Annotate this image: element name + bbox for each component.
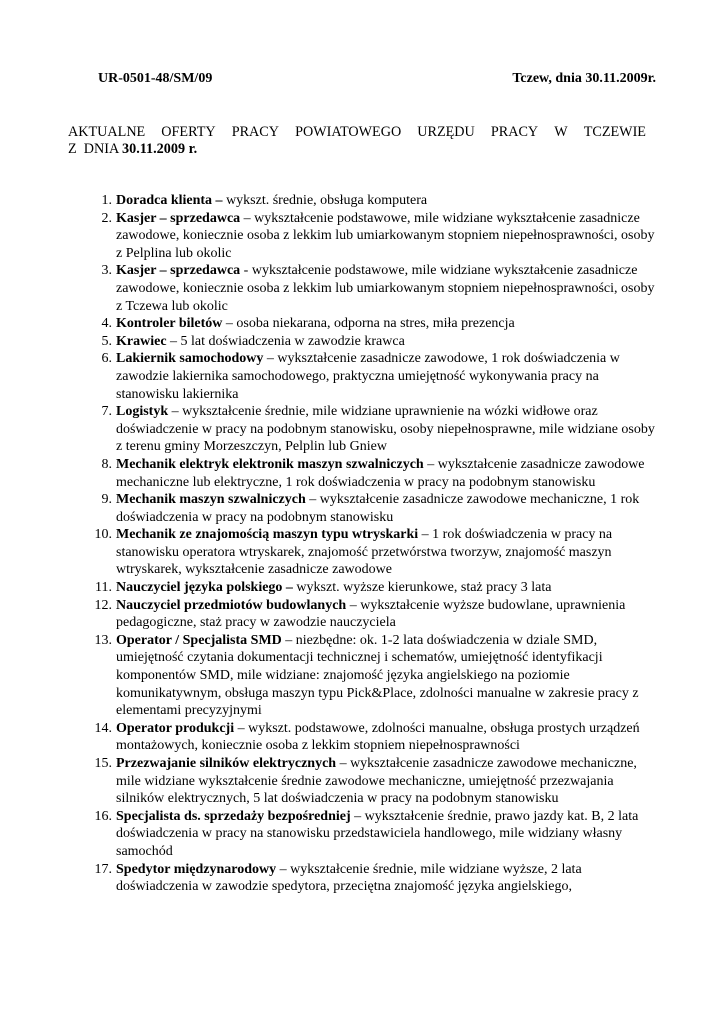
job-offer-item xyxy=(82,526,660,579)
job-offer-item xyxy=(82,632,660,720)
job-offer-number: 9. xyxy=(101,492,112,508)
job-offer-title: Operator produkcji xyxy=(116,720,235,736)
job-offer-number: 11. xyxy=(95,580,112,596)
document-title xyxy=(68,124,646,158)
job-offer-requirements: – 5 lat doświadczenia w zawodzie krawca xyxy=(166,333,405,349)
job-offer-number: 12. xyxy=(94,597,112,613)
job-offer-title: Operator / Specjalista SMD xyxy=(116,632,282,648)
job-offer-requirements: – wykształcenie podstawowe, mile widziane wykształcenie zasadnicze zawodowe, koniecznie osoba z lekkim lub umiarkowanym stopniem niepełnosprawności, osoby z Pelplina lub okolic xyxy=(116,210,655,261)
job-offer-item xyxy=(82,579,660,597)
job-offer-item xyxy=(82,808,660,861)
job-offer-number: 2. xyxy=(101,210,112,226)
job-offer-title: Kontroler biletów xyxy=(116,316,223,332)
job-offer-requirements: – wykszt. podstawowe, zdolności manualne, obsługa prostych urządzeń montażowych, koniecznie osoba z lekkim stopniem niepełnosprawności xyxy=(116,720,640,754)
title-date-prefix: Z DNIA xyxy=(68,141,122,157)
title-word: OFERTY xyxy=(161,124,216,140)
reference-number: UR-0501-48/SM/09 xyxy=(98,71,213,86)
document-header xyxy=(98,70,656,87)
job-offer-item xyxy=(82,315,660,333)
job-offer-title: Kasjer – sprzedawca xyxy=(116,263,241,279)
job-offer-requirements: – wykształcenie zasadnicze zawodowe mechaniczne, mile widziane wykształcenie średnie zawodowe mechaniczne, umiejętność przezwajania silników elektrycznych, 5 lat doświadczenia w pracy na podobnym stanowisku xyxy=(116,756,637,807)
title-word: URZĘDU xyxy=(417,124,475,140)
job-offer-title: Mechanik maszyn szwalniczych xyxy=(116,492,306,508)
job-offer-number: 14. xyxy=(94,720,112,736)
job-offer-requirements: wykszt. średnie, obsługa komputera xyxy=(222,193,428,208)
job-offer-title: Mechanik elektryk elektronik maszyn szwalniczych xyxy=(116,456,424,472)
job-offer-number: 15. xyxy=(94,756,112,771)
job-offer-title: Nauczyciel języka polskiego – xyxy=(116,580,293,596)
title-word: POWIATOWEGO xyxy=(295,124,402,140)
job-offer-number: 13. xyxy=(94,632,112,648)
job-offer-requirements: – niezbędne: ok. 1-2 lata doświadczenia w dziale SMD, umiejętność czytania dokumentacji technicznej i schematów, umiejętność identyfikacji komponentów SMD, mile widziane: znajomość języka angielskiego na poziomie komunikatywnym, obsługa maszyn typu Pick&Place, zdolności manualne w zakresie pracy z elementami precyzyjnymi xyxy=(116,632,639,719)
job-offer-title: Nauczyciel przedmiotów budowlanych xyxy=(116,597,347,613)
job-offer-title: Kasjer – sprzedawca xyxy=(116,210,241,226)
job-offer-requirements: – wykształcenie zasadnicze zawodowe, 1 rok doświadczenia w zawodzie lakiernika samochodowego, praktyczna umiejętność wykonywania pracy na stanowisku lakiernika xyxy=(116,351,620,402)
job-offer-title: Specjalista ds. sprzedaży bezpośredniej xyxy=(116,808,351,824)
job-offer-title: Lakiernik samochodowy xyxy=(116,351,264,367)
job-offer-requirements: wykszt. wyższe kierunkowe, staż pracy 3 lata xyxy=(292,580,552,596)
title-line-2 xyxy=(68,141,646,158)
job-offer-requirements: – osoba niekarana, odporna na stres, miła prezencja xyxy=(222,316,515,332)
job-offer-item xyxy=(82,262,660,315)
job-offer-item xyxy=(82,403,660,456)
job-offer-number: 4. xyxy=(101,316,112,332)
job-offer-title: Spedytor międzynarodowy xyxy=(116,861,277,877)
job-offers-list xyxy=(82,192,660,896)
job-offer-number: 10. xyxy=(94,527,112,543)
job-offer-title: Mechanik ze znajomością maszyn typu wtryskarki xyxy=(116,527,419,543)
job-offer-number: 3. xyxy=(101,263,112,279)
job-offer-requirements: – wykształcenie średnie, mile widziane uprawnienie na wózki widłowe oraz doświadczenie w pracy na podobnym stanowisku, osoby niepełnosprawne, mile widziane osoby z terenu gminy Morzeszczyn, Pelplin lub Gniew xyxy=(116,404,655,455)
title-date: 30.11.2009 r. xyxy=(122,141,198,157)
job-offer-item xyxy=(82,456,660,491)
job-offer-requirements: - wykształcenie podstawowe, mile widziane wykształcenie zasadnicze zawodowe, koniecznie osoba z lekkim lub umiarkowanym stopniem niepełnosprawności, osoby z Tczewa lub okolic xyxy=(116,263,655,314)
job-offer-item xyxy=(82,720,660,755)
job-offer-requirements: – wykształcenie średnie, prawo jazdy kat. B, 2 lata doświadczenia w pracy na stanowisku przedstawiciela handlowego, mile widziany własny samochód xyxy=(116,808,639,859)
job-offer-item xyxy=(82,861,660,896)
job-offer-title: Krawiec xyxy=(116,333,167,349)
job-offer-item xyxy=(82,210,660,263)
title-word: AKTUALNE xyxy=(68,124,146,140)
job-offer-number: 6. xyxy=(101,351,112,367)
job-offer-requirements: – wykształcenie zasadnicze zawodowe mechaniczne, 1 rok doświadczenia w pracy na podobnym stanowisku xyxy=(116,492,640,525)
job-offer-title: Doradca klienta – xyxy=(116,193,223,208)
place-and-date: Tczew, dnia 30.11.2009r. xyxy=(512,71,656,86)
job-offer-requirements: – wykształcenie zasadnicze zawodowe mechaniczne lub elektryczne, 1 rok doświadczenia w pracy na podobnym stanowisku xyxy=(116,456,645,490)
job-offer-item xyxy=(82,491,660,526)
job-offer-title: Logistyk xyxy=(116,404,169,420)
title-word: PRACY xyxy=(490,124,539,140)
job-offer-item xyxy=(82,597,660,632)
job-offer-requirements: – wykształcenie wyższe budowlane, uprawnienia pedagogiczne, staż pracy w zawodzie nauczyciela xyxy=(116,597,626,631)
job-offer-item xyxy=(82,192,660,210)
job-offer-requirements: – 1 rok doświadczenia w pracy na stanowisku operatora wtryskarek, znajomość przetwórstwa tworzyw, znajomość maszyn wtryskarek, wykształcenie zasadnicze zawodowe xyxy=(116,527,613,578)
job-offer-title: Przezwajanie silników elektrycznych xyxy=(116,756,337,771)
job-offer-item xyxy=(82,755,660,808)
job-offer-number: 16. xyxy=(94,808,112,824)
job-offer-item xyxy=(82,350,660,403)
title-word: W xyxy=(554,124,568,140)
job-offer-number: 7. xyxy=(101,404,112,420)
job-offer-number: 5. xyxy=(101,333,112,349)
title-word: TCZEWIE xyxy=(583,124,646,140)
job-offer-number: 17. xyxy=(94,861,112,877)
job-offer-requirements: – wykształcenie średnie, mile widziane wyższe, 2 lata doświadczenia w zawodzie spedytora, przeciętna znajomość języka angielskiego, xyxy=(116,861,582,895)
title-line-1 xyxy=(68,124,646,141)
job-offer-number: 8. xyxy=(101,456,112,472)
job-offer-item xyxy=(82,333,660,351)
job-offer-number: 1. xyxy=(101,193,112,208)
title-word: PRACY xyxy=(231,124,279,140)
